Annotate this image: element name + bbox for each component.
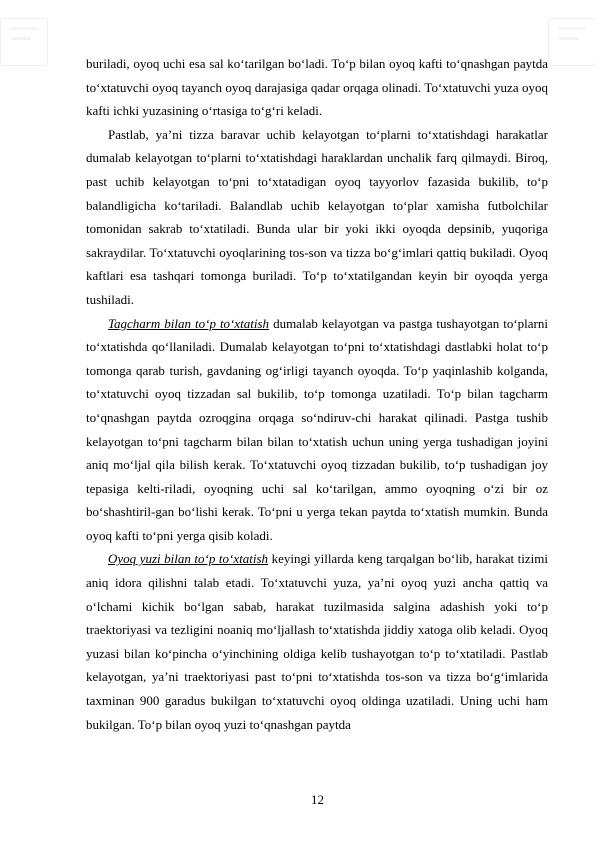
paragraph-text: Pastlab, ya’ni tizza baravar uchib kelayotgan to‘plarni to‘xtatishdagi harakatlar dumalab kelayotgan to‘plarni to‘xtatishdagi haraklardan unchalik farq qilmaydi. Biroq, past uchib kelayotgan to‘pni to‘xtatadigan oyoq tayyorlov fazasida bukilib, to‘p balandligicha ko‘tariladi. Balandlab uchib kelayotgan to‘plar xamisha futbolchilar tomonidan sakrab to‘xtatiladi. Bunda ular bir yoki ikki oyoqda depsinib, yuqoriga sakraydilar. To‘xtatuvchi oyoqlarining tos-son va tizza bo‘g‘imlari qattiq bukiladi. Oyoq kaftlari esa tashqari tomonga buriladi. To‘p to‘xtatilgandan keyin bir oyoqda yerga tushiladi.	[86, 126, 548, 307]
page-number: 12	[311, 792, 324, 807]
term-sole-stop: Tagcharm bilan to‘p to‘xtatish	[108, 315, 270, 331]
watermark-logo-right	[548, 18, 595, 66]
paragraph-instep-stop	[86, 547, 548, 736]
paragraph-continuation	[86, 52, 548, 123]
watermark-logo-left	[0, 18, 48, 66]
paragraph-text: buriladi, oyoq uchi esa sal ko‘tarilgan bo‘ladi. To‘p bilan oyoq kafti to‘qnashgan paytda to‘xtatuvchi oyoq tayanch oyoq darajasiga qadar orqaga olinadi. To‘xtatuvchi yuza oyoq kafti ichki yuzasining o‘rtasiga to‘g‘ri keladi.	[86, 56, 548, 119]
document-body	[86, 52, 548, 736]
paragraph-text: dumalab kelayotgan va pastga tushayotgan to‘plarni to‘xtatishda qo‘llaniladi. Dumalab kelayotgan to‘pni to‘xtatishdagi dastlabki holat to‘p tomonga qarab turish, gavdaning og‘irligi tayanch oyoqda. To‘p yaqinlashib kolganda, to‘xtatuvchi oyoq tizzadan sal bukilib, to‘p tomonga uzatiladi. To‘p bilan tagcharm to‘qnashgan paytda ozroqgina orqaga so‘ndiruv-chi harakat qilinadi. Pastga tushib kelayotgan to‘pni tagcharm bilan bilan to‘xtatish uchun uning yerga tushadigan joyini aniq mo‘ljal qila bilish kerak. To‘xtatuvchi oyoq tizzadan bukilib, to‘p tushadigan joy tepasiga kelti-riladi, oyoqning uchi sal ko‘tarilgan, ammo oyoqning o‘zi bir oz bo‘shashtiril-gan bo‘lishi kerak. To‘pni u yerga tekan paytda to‘xtatish mumkin. Bunda oyoq kafti to‘pni yerga qisib koladi.	[86, 315, 548, 543]
paragraph-low-ball-stop	[86, 123, 548, 312]
paragraph-text: keyingi yillarda keng tarqalgan bo‘lib, harakat tizimi aniq idora qilishni talab etadi. To‘xtatuvchi yuza, ya’ni oyoq yuzi ancha qattiq va o‘lchami kichik bo‘lgan sabab, harakat tuzilmasida salgina adashish yoki to‘p traektoriyasi va tezligini noaniq mo‘ljallash to‘xtatishda jiddiy xatoga olib keladi. Oyoq yuzasi bilan ko‘pincha o‘yinchining oldiga kelib tushayotgan to‘p to‘xtatiladi. Pastlab kelayotgan, ya’ni traektoriyasi past to‘pni to‘xtatishda tos-son va tizza bo‘g‘imlarida taxminan 900 garadus bukilgan to‘xtatuvchi oyoq oldinga uzatiladi. Uning uchi ham bukilgan. To‘p bilan oyoq yuzi to‘qnashgan paytda	[86, 551, 549, 732]
term-instep-stop: Oyoq yuzi bilan to‘p to‘xtatish	[108, 551, 269, 567]
paragraph-sole-stop	[86, 312, 548, 548]
